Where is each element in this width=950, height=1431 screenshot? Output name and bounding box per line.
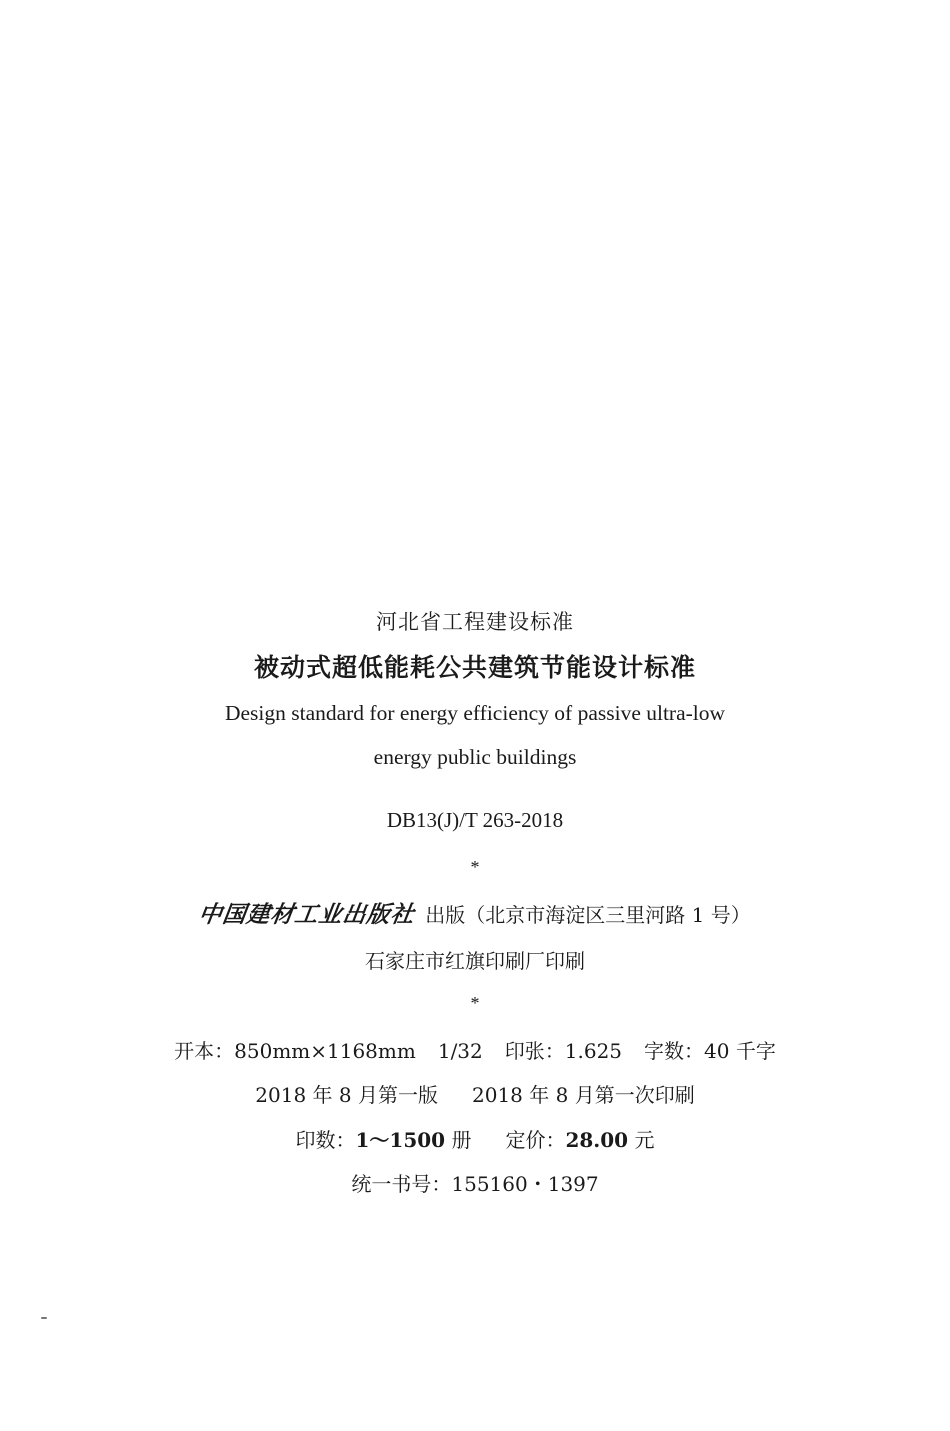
publisher-logo: 中国建材工业出版社: [197, 901, 417, 928]
printer-line: 石家庄市红旗印刷厂印刷: [365, 949, 585, 973]
first-printing: 2018 年 8 月第一次印刷: [472, 1083, 695, 1107]
scan-speck: [41, 1317, 47, 1319]
edition-line: [0, 1079, 950, 1108]
first-edition: 2018 年 8 月第一版: [255, 1083, 438, 1107]
format-label: 开本：: [174, 1039, 235, 1063]
standard-number: DB13(J)/T 263-2018: [386, 808, 564, 832]
print-run-price-line: [0, 1124, 950, 1153]
separator-star-2: *: [470, 993, 480, 1013]
sheets-value: 1.625: [564, 1039, 623, 1063]
title-english-line-1: Design standard for energy efficiency of passive ultra-low: [224, 701, 726, 725]
publisher-line: [0, 896, 950, 929]
title-english-line-2: energy public buildings: [373, 745, 577, 769]
print-run-label: 印数：: [295, 1128, 356, 1152]
separator-star-1: *: [470, 857, 480, 877]
words-value: 40 千字: [704, 1039, 776, 1063]
book-number-value: 155160・1397: [451, 1172, 599, 1196]
fold-value: 1/32: [437, 1039, 483, 1063]
print-run-unit: 册: [451, 1128, 472, 1152]
standard-series: 河北省工程建设标准: [376, 610, 574, 634]
price-unit: 元: [634, 1128, 655, 1152]
price-label: 定价：: [505, 1128, 566, 1152]
price-value: 28.00: [565, 1128, 629, 1152]
publisher-address: （北京市海淀区三里河路 1 号）: [465, 903, 751, 927]
words-label: 字数：: [644, 1039, 705, 1063]
print-run-value: 1～1500: [355, 1128, 446, 1152]
sheets-label: 印张：: [504, 1039, 565, 1063]
book-number-label: 统一书号：: [351, 1172, 452, 1196]
format-value: 850mm×1168mm: [234, 1039, 416, 1063]
format-specs-line: [0, 1035, 950, 1064]
title-chinese: 被动式超低能耗公共建筑节能设计标准: [253, 653, 696, 682]
book-number-line: [0, 1168, 950, 1197]
published-label: 出版: [425, 903, 466, 927]
